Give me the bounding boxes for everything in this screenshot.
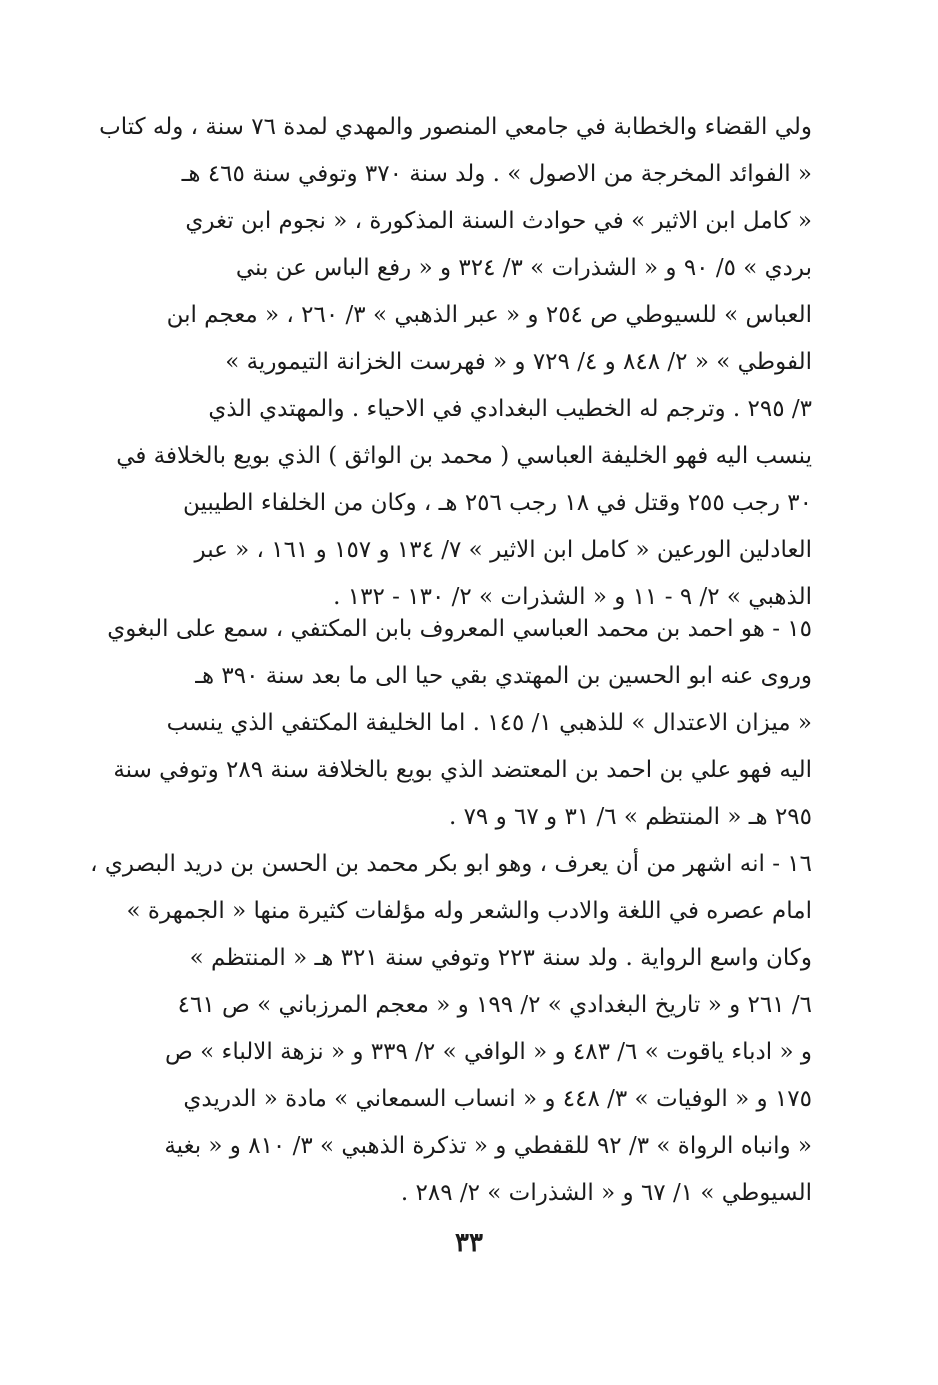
text-line: بردي » ٥/ ٩٠ و « الشذرات » ٣/ ٣٢٤ و « رفع الباس عن بني xyxy=(235,255,812,281)
footnote-16-text xyxy=(90,841,812,1217)
footnote-16 xyxy=(90,841,812,1217)
text-line: « الفوائد المخرجة من الاصول » . ولد سنة ٣٧٠ وتوفي سنة ٤٦٥ هـ xyxy=(181,161,812,187)
text-line: العباس » للسيوطي ص ٢٥٤ و « عبر الذهبي » ٣/ ٢٦٠ ، « معجم ابن xyxy=(166,302,812,328)
text-line: وكان واسع الرواية . ولد سنة ٢٢٣ وتوفي سنة ٣٢١ هـ « المنتظم » xyxy=(189,945,812,971)
text-line: « ميزان الاعتدال » للذهبي ١/ ١٤٥ . اما الخليفة المكتفي الذي ينسب xyxy=(166,710,812,736)
text-line: امام عصره في اللغة والادب والشعر وله مؤلفات كثيرة منها « الجمهرة » xyxy=(126,898,812,924)
text-line: ١٧٥ و « الوفيات » ٣/ ٤٤٨ و « انساب السمعاني » مادة « الدريدي xyxy=(183,1086,812,1112)
text-line: الفوطي » « ٢/ ٨٤٨ و ٤/ ٧٢٩ و « فهرست الخزانة التيمورية » xyxy=(225,349,812,375)
text-line: وروى عنه ابو الحسين بن المهتدي بقي حيا الى ما بعد سنة ٣٩٠ هـ xyxy=(195,663,812,689)
text-line: السيوطي » ١/ ٦٧ و « الشذرات » ٢/ ٢٨٩ . xyxy=(400,1180,812,1206)
text-line: ٣٠ رجب ٢٥٥ وقتل في ١٨ رجب ٢٥٦ هـ ، وكان من الخلفاء الطيبين xyxy=(182,490,812,516)
text-line: الذهبي » ٢/ ٩ - ١١ و « الشذرات » ٢/ ١٣٠ - ١٣٢ . xyxy=(333,584,812,610)
text-line: ولي القضاء والخطابة في جامعي المنصور والمهدي لمدة ٧٦ سنة ، وله كتاب xyxy=(99,114,812,140)
text-line: ينسب اليه فهو الخليفة العباسي ( محمد بن الواثق ) الذي بويع بالخلافة في xyxy=(116,443,812,469)
text-line: ٦/ ٢٦١ و « تاريخ البغدادي » ٢/ ١٩٩ و « معجم المرزباني » ص ٤٦١ xyxy=(177,992,812,1018)
page-number: ٣٣ xyxy=(455,1228,483,1258)
footnote-continuation xyxy=(99,104,812,621)
text-line: ٣/ ٢٩٥ . وترجم له الخطيب البغدادي في الاحياء . والمهتدي الذي xyxy=(208,396,812,422)
continued-footnote xyxy=(99,104,812,621)
text-line: ٢٩٥ هـ « المنتظم » ٦/ ٣١ و ٦٧ و ٧٩ . xyxy=(448,804,812,830)
text-line: ١٥ - هو احمد بن محمد العباسي المعروف بابن المكتفي ، سمع على البغوي xyxy=(107,616,812,642)
text-line: و « ادباء ياقوت » ٦/ ٤٨٣ و « الوافي » ٢/ ٣٣٩ و « نزهة الالباء » ص xyxy=(165,1039,812,1065)
footnote-15 xyxy=(107,606,812,841)
text-line: ١٦ - انه اشهر من أن يعرف ، وهو ابو بكر محمد بن الحسن بن دريد البصري ، xyxy=(90,851,812,877)
text-line: العادلين الورعين « كامل ابن الاثير » ٧/ ١٣٤ و ١٥٧ و ١٦١ ، « عبر xyxy=(194,537,812,563)
text-line: « وانباه الرواة » ٣/ ٩٢ للقفطي و « تذكرة الذهبي » ٣/ ٨١٠ و « بغية xyxy=(164,1133,812,1159)
footnote-15-text xyxy=(107,606,812,841)
text-line: « كامل ابن الاثير » في حوادث السنة المذكورة ، « نجوم ابن تغري xyxy=(185,208,812,234)
text-line: اليه فهو علي بن احمد بن المعتضد الذي بويع بالخلافة سنة ٢٨٩ وتوفي سنة xyxy=(113,757,812,783)
